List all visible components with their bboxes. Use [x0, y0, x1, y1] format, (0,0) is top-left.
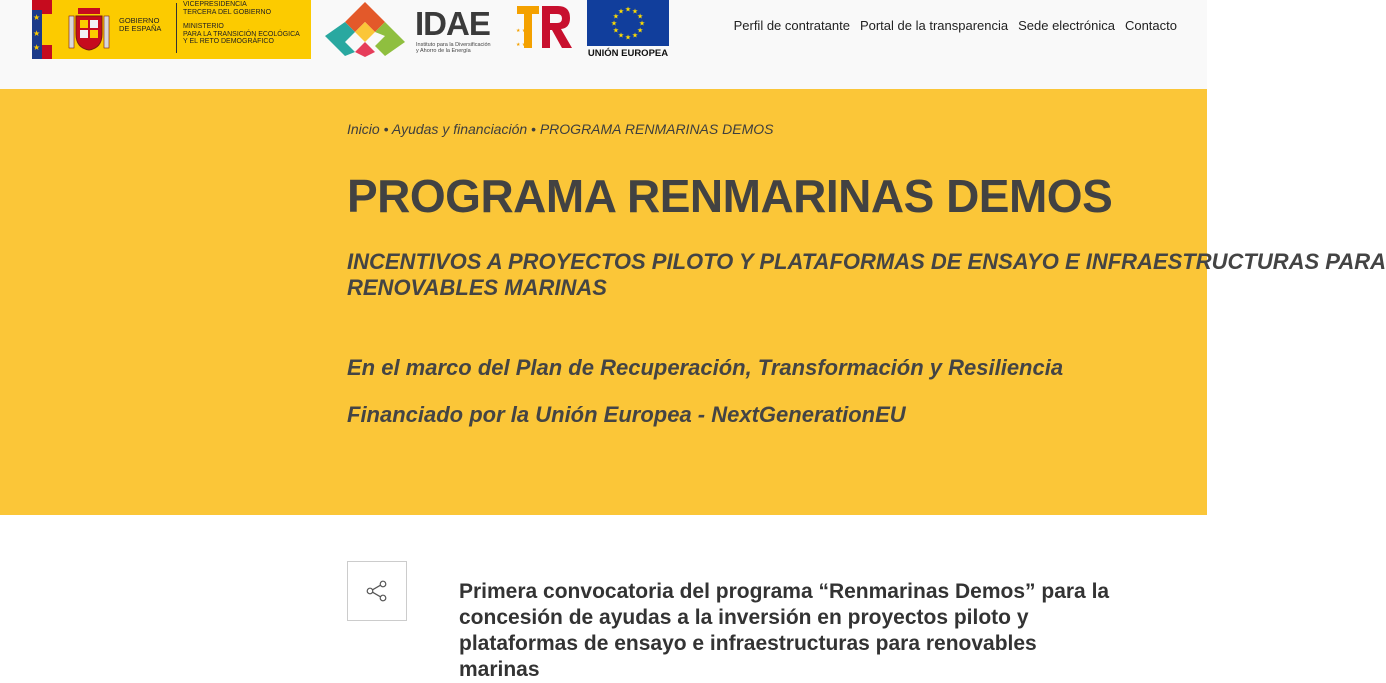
eu-star: ★ [631, 32, 639, 40]
eu-logo-label: UNIÓN EUROPEA [587, 48, 669, 59]
breadcrumb-ayudas[interactable]: Ayudas y financiación [391, 121, 528, 137]
eu-star: ★ [636, 13, 644, 21]
share-icon [366, 580, 388, 602]
svg-text:★ ★: ★ ★ [516, 28, 527, 34]
top-navigation [734, 18, 1177, 33]
gov-text-vicepresidencia: VICEPRESIDENCIA TERCERA DEL GOBIERNO [183, 1, 272, 16]
eu-star: ★ [612, 27, 620, 35]
gov-divider [176, 3, 177, 53]
eu-star: ★ [617, 32, 625, 40]
nav-contacto[interactable]: Contacto [1124, 18, 1177, 33]
breadcrumb-current: PROGRAMA RENMARINAS DEMOS [539, 121, 774, 137]
article-title: Primera convocatoria del programa “Renmarinas Demos” para la concesión de ayudas a la inversión en proyectos piloto y plataformas de ensayo e infraestructuras para renovables marinas [459, 580, 1110, 681]
eu-flag-icon[interactable] [587, 0, 669, 46]
coat-of-arms-icon [68, 4, 110, 54]
hero-banner [0, 89, 1386, 515]
hero-plan-text: En el marco del Plan de Recuperación, Transformación y Resiliencia [347, 355, 1064, 380]
nav-portal-transparencia[interactable]: Portal de la transparencia [859, 18, 1009, 33]
page-subtitle-line2: RENOVABLES MARINAS [347, 275, 607, 300]
page-title: PROGRAMA RENMARINAS DEMOS [347, 170, 1113, 222]
nav-perfil-contratante[interactable]: Perfil de contratante [733, 18, 850, 33]
gov-flag-right [42, 0, 52, 59]
site-header [0, 0, 1207, 89]
gov-flag-left: ★ ★ ★ [32, 0, 42, 59]
idae-logo-subtitle: Instituto para la Diversificación y Ahorro de la Energía [416, 42, 491, 54]
eu-star: ★ [638, 20, 646, 28]
page-subtitle [347, 249, 1386, 301]
eu-star: ★ [610, 20, 618, 28]
eu-star: ★ [624, 6, 632, 14]
eu-star: ★ [631, 8, 639, 16]
nav-sede-electronica[interactable]: Sede electrónica [1018, 18, 1115, 33]
eu-star: ★ [612, 13, 620, 21]
gov-text-gobierno: GOBIERNO DE ESPAÑA [119, 16, 162, 33]
hero-funding-text: Financiado por la Unión Europea - NextGenerationEU [347, 402, 906, 427]
eu-star: ★ [636, 27, 644, 35]
eu-star: ★ [624, 34, 632, 42]
breadcrumb-home[interactable]: Inicio [347, 121, 380, 137]
share-button[interactable] [347, 561, 407, 621]
breadcrumb-separator: • [527, 121, 540, 137]
idae-logo-icon[interactable] [323, 0, 408, 57]
svg-text:★ ★: ★ ★ [516, 42, 527, 48]
gobierno-espana-logo[interactable] [32, 0, 311, 59]
idae-logo-text: IDAE [415, 5, 490, 42]
eu-star: ★ [617, 8, 625, 16]
breadcrumb [347, 121, 773, 137]
gov-text-ministerio: MINISTERIO PARA LA TRANSICIÓN ECOLÓGICA Y EL RETO DEMOGRÁFICO [183, 23, 300, 45]
page-subtitle-line1: INCENTIVOS A PROYECTOS PILOTO Y PLATAFORMAS DE ENSAYO E INFRAESTRUCTURAS PARA [347, 249, 1386, 274]
plan-recuperacion-logo-icon[interactable] [514, 2, 572, 52]
breadcrumb-separator: • [379, 121, 392, 137]
